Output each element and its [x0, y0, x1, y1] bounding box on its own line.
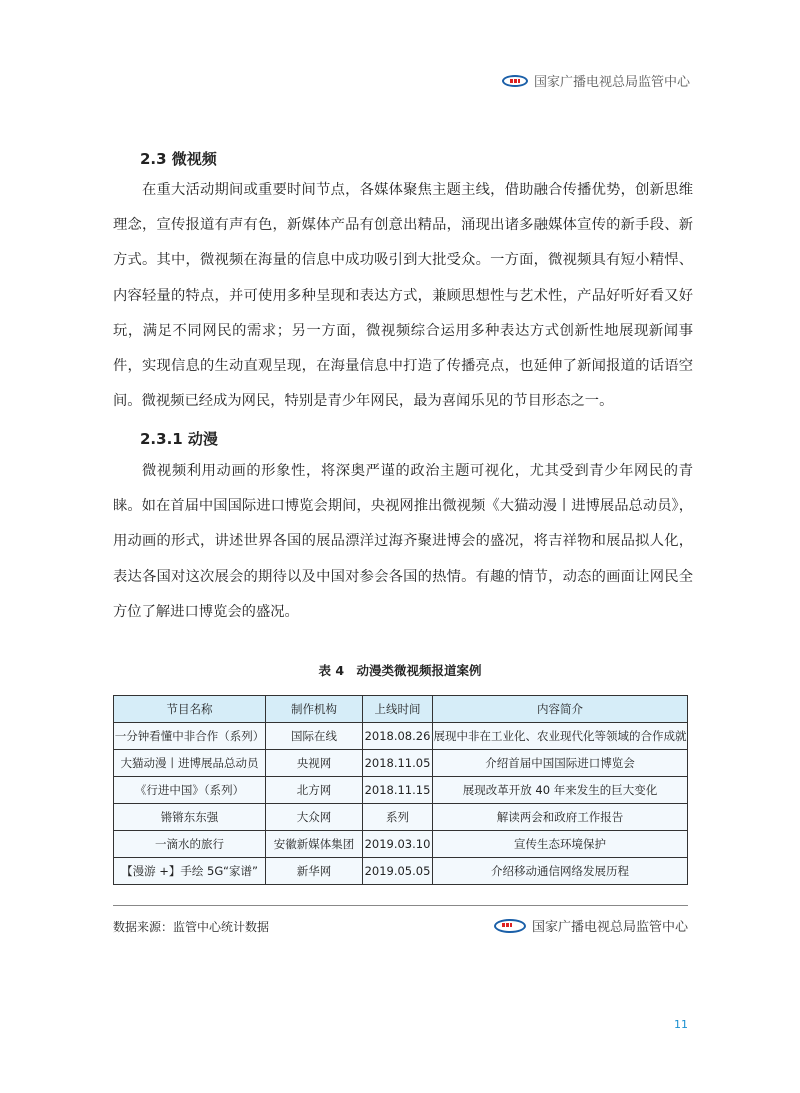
logo-icon	[494, 919, 526, 933]
header-org: 国家广播电视总局监管中心	[533, 75, 690, 90]
table-cell: 国际在线	[266, 723, 363, 750]
table-cell: 一滴水的旅行	[114, 831, 266, 858]
table-cell: 新华网	[266, 858, 363, 885]
table-cell: 介绍移动通信网络发展历程	[433, 858, 688, 885]
table-cell: 大众网	[266, 804, 363, 831]
table-row	[114, 777, 688, 804]
table-cell: 北方网	[266, 777, 363, 804]
table-cell: 展现中非在工业化、农业现代化等领域的合作成就	[433, 723, 688, 750]
table-row	[114, 723, 688, 750]
table-cell: 宣传生态环境保护	[433, 831, 688, 858]
table-cell: 央视网	[266, 750, 363, 777]
divider	[113, 905, 688, 906]
footer-org: 国家广播电视总局监管中心	[531, 920, 688, 935]
cases-table	[113, 695, 688, 885]
table-cell: 解读两会和政府工作报告	[433, 804, 688, 831]
table-cell: 2018.11.05	[363, 750, 433, 777]
table-cell: 系列	[363, 804, 433, 831]
data-source: 数据来源：监管中心统计数据	[113, 920, 270, 934]
footer-logo	[494, 916, 688, 935]
table-cell: 介绍首届中国国际进口博览会	[433, 750, 688, 777]
table-cell: 2018.08.26	[363, 723, 433, 750]
table-row	[114, 831, 688, 858]
column-header: 节目名称	[114, 696, 266, 723]
table-caption: 表 4 动漫类微视频报道案例	[318, 663, 482, 678]
subsection-paragraph: 微视频利用动画的形象性，将深奥严谨的政治主题可视化，尤其受到青少年网民的青睐。如在首届中国国际进口博览会期间，央视网推出微视频《大猫动漫丨进博展品总动员》，用动画的形式，讲述世界各国的展品漂洋过海齐聚进博会的盛况，将吉祥物和展品拟人化，表达各国对这次展会的期待以及中国对参会各国的热情。有趣的情节，动态的画面让网民全方位了解进口博览会的盛况。	[113, 463, 693, 620]
table-header-row	[114, 696, 688, 723]
table-cell: 一分钟看懂中非合作（系列）	[114, 723, 266, 750]
table-cell: 2019.03.10	[363, 831, 433, 858]
table-cell: 《行进中国》（系列）	[114, 777, 266, 804]
table-row	[114, 804, 688, 831]
page-number: 11	[674, 1018, 688, 1031]
table-cell: 锵锵东东强	[114, 804, 266, 831]
page-header	[502, 71, 690, 90]
table-cell: 安徽新媒体集团	[266, 831, 363, 858]
column-header: 上线时间	[363, 696, 433, 723]
table-cell: 展现改革开放 40 年来发生的巨大变化	[433, 777, 688, 804]
table-cell: 【漫游 +】手绘 5G“家谱”	[114, 858, 266, 885]
table-cell: 大猫动漫丨进博展品总动员	[114, 750, 266, 777]
subsection-heading: 2.3.1 动漫	[140, 430, 218, 448]
section-heading: 2.3 微视频	[140, 150, 217, 168]
section-paragraph: 在重大活动期间或重要时间节点，各媒体聚焦主题主线，借助融合传播优势，创新思维理念，宣传报道有声有色，新媒体产品有创意出精品，涌现出诸多融媒体宣传的新手段、新方式。其中，微视频在海量的信息中成功吸引到大批受众。一方面，微视频具有短小精悍、内容轻量的特点，并可使用多种呈现和表达方式，兼顾思想性与艺术性，产品好听好看又好玩，满足不同网民的需求；另一方面，微视频综合运用多种表达方式创新性地展现新闻事件，实现信息的生动直观呈现，在海量信息中打造了传播亮点，也延伸了新闻报道的话语空间。微视频已经成为网民，特别是青少年网民，最为喜闻乐见的节目形态之一。	[113, 182, 693, 410]
table-cell: 2018.11.15	[363, 777, 433, 804]
logo-icon	[502, 75, 528, 87]
column-header: 内容简介	[433, 696, 688, 723]
table-row	[114, 750, 688, 777]
table-cell: 2019.05.05	[363, 858, 433, 885]
table-row	[114, 858, 688, 885]
column-header: 制作机构	[266, 696, 363, 723]
